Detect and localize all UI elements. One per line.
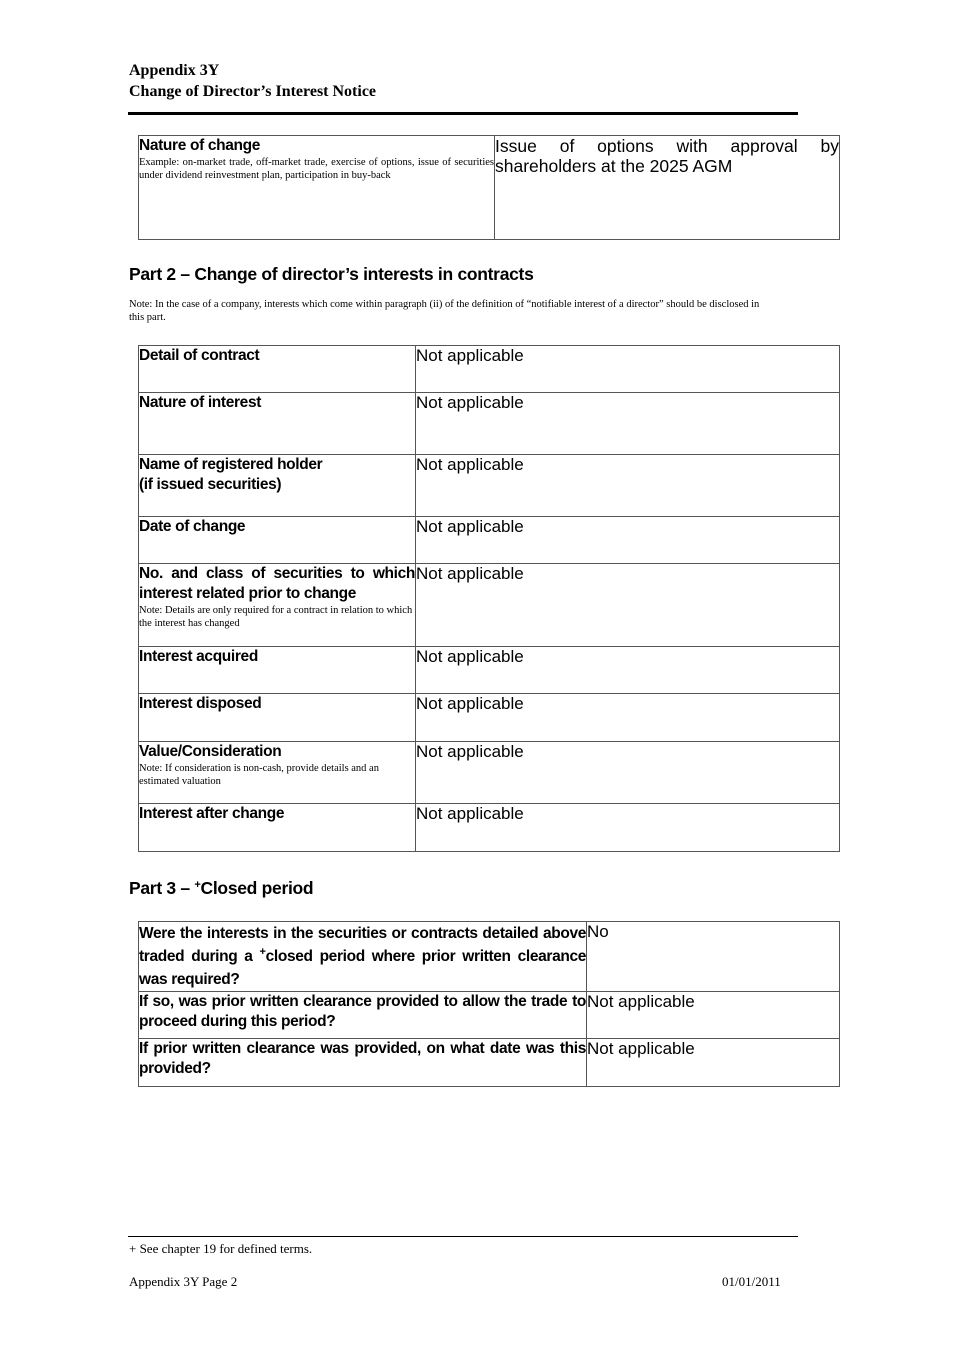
table-row	[139, 136, 840, 240]
registered-holder-label: Name of registered holder	[139, 456, 323, 473]
table-row	[139, 647, 840, 694]
footer-rule	[128, 1236, 798, 1237]
footer-date: 01/01/2011	[722, 1274, 781, 1289]
nature-of-change-label-cell	[139, 136, 495, 240]
table-row	[139, 922, 840, 992]
registered-holder-label-2: (if issued securities)	[139, 476, 282, 493]
securities-prior-value: Not applicable	[416, 564, 524, 583]
value-consideration-note: Note: If consideration is non-cash, provide details and an estimated valuation	[139, 763, 379, 787]
clearance-date-value: Not applicable	[587, 1039, 695, 1058]
nature-of-change-value: Issue of options with approval by shareholders at the 2025 AGM	[495, 136, 839, 176]
table-row	[139, 1039, 840, 1087]
part2-table	[138, 345, 840, 852]
header-rule	[128, 112, 798, 115]
clearance-provided-label: If so, was prior written clearance provided to allow the trade to proceed during this period?	[139, 993, 586, 1030]
part2-heading: Part 2 – Change of director’s interests in contracts	[129, 264, 534, 284]
nature-of-interest-label: Nature of interest	[139, 394, 262, 411]
part2-note: Note: In the case of a company, interests which come within paragraph (ii) of the definition of “notifiable interest of a director” should be disclosed in this part.	[129, 299, 760, 323]
date-of-change-label: Date of change	[139, 518, 246, 535]
nature-of-change-value-cell	[495, 136, 840, 240]
table-row	[139, 694, 840, 742]
part3-table	[138, 921, 840, 1087]
interest-acquired-label: Interest acquired	[139, 648, 258, 665]
detail-of-contract-label: Detail of contract	[139, 347, 260, 364]
value-consideration-value: Not applicable	[416, 742, 524, 761]
clearance-date-label: If prior written clearance was provided, on what date was this provided?	[139, 1040, 586, 1077]
part3-heading: Part 3 – +Closed period	[129, 878, 314, 898]
interest-disposed-value: Not applicable	[416, 694, 524, 713]
interest-acquired-value: Not applicable	[416, 647, 524, 666]
table-row	[139, 517, 840, 564]
securities-prior-label: No. and class of securities to which interest related prior to change	[139, 565, 415, 602]
detail-of-contract-value: Not applicable	[416, 346, 524, 365]
table-row	[139, 992, 840, 1039]
interest-disposed-label: Interest disposed	[139, 695, 262, 712]
table-row	[139, 455, 840, 517]
closed-period-question-label: Were the interests in the securities or contracts detailed above traded during a +closed period where prior written clearance was required?	[139, 925, 586, 988]
nature-of-change-note: Example: on-market trade, off-market trade, exercise of options, issue of securities under dividend reinvestment plan, participation in buy-back	[139, 157, 494, 181]
interest-after-change-value: Not applicable	[416, 804, 524, 823]
plus-superscript: +	[194, 879, 201, 891]
header-title: Appendix 3Y	[129, 62, 220, 79]
nature-of-interest-value: Not applicable	[416, 393, 524, 412]
interest-after-change-label: Interest after change	[139, 805, 285, 822]
page-label: Appendix 3Y Page 2	[129, 1274, 238, 1289]
table-row	[139, 742, 840, 804]
nature-of-change-table	[138, 135, 840, 240]
nature-of-change-label: Nature of change	[139, 137, 261, 154]
registered-holder-value: Not applicable	[416, 455, 524, 474]
table-row	[139, 393, 840, 455]
closed-period-question-value: No	[587, 922, 609, 941]
header-subtitle: Change of Director’s Interest Notice	[129, 83, 377, 100]
table-row	[139, 804, 840, 852]
value-consideration-label: Value/Consideration	[139, 743, 282, 760]
defined-terms-note: + See chapter 19 for defined terms.	[129, 1241, 313, 1256]
table-row	[139, 346, 840, 393]
table-row	[139, 564, 840, 647]
securities-prior-note: Note: Details are only required for a contract in relation to which the interest has changed	[139, 605, 413, 629]
clearance-provided-value: Not applicable	[587, 992, 695, 1011]
document-header	[129, 60, 376, 102]
date-of-change-value: Not applicable	[416, 517, 524, 536]
